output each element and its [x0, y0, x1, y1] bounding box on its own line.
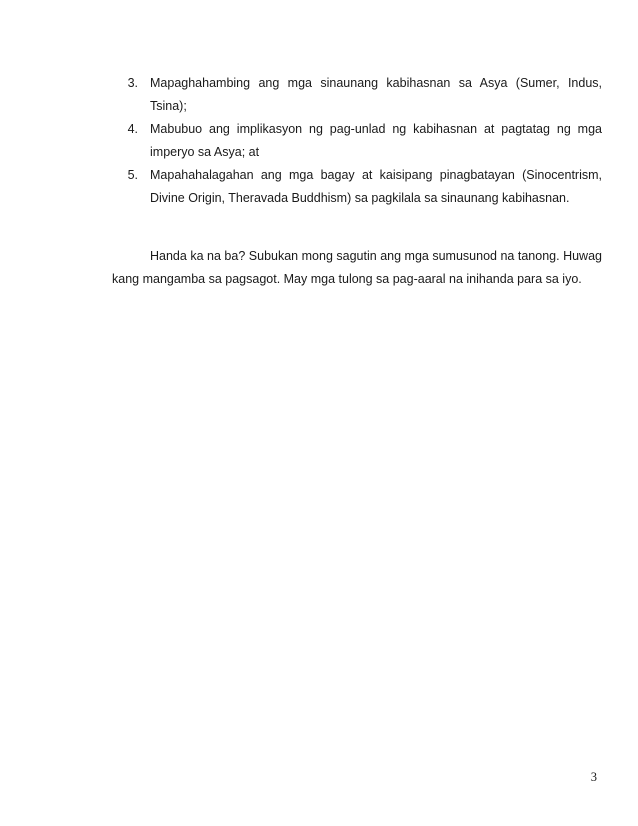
- objective-number: 5.: [127, 168, 138, 182]
- objective-item-4: [112, 118, 602, 164]
- objective-text: Mapahahalagahan ang mga bagay at kaisipang pinagbatayan (Sinocentrism, Divine Origin, Theravada Buddhism) sa pagkilala sa sinaunang kabihasnan.: [150, 168, 602, 205]
- objective-text: Mabubuo ang implikasyon ng pag-unlad ng kabihasnan at pagtatag ng mga imperyo sa Asya; at: [150, 122, 602, 159]
- objective-text: Mapaghahambing ang mga sinaunang kabihasnan sa Asya (Sumer, Indus, Tsina);: [150, 76, 602, 113]
- objective-number: 3.: [127, 76, 138, 90]
- objective-number: 4.: [127, 122, 138, 136]
- page-number: 3: [590, 770, 597, 784]
- intro-paragraph: Handa ka na ba? Subukan mong sagutin ang mga sumusunod na tanong. Huwag kang mangamba sa pagsagot. May mga tulong sa pag-aaral na inihanda para sa iyo.: [112, 249, 602, 286]
- objective-item-3: [112, 72, 602, 118]
- learning-objectives-list: [112, 72, 602, 210]
- objective-item-5: [112, 164, 602, 210]
